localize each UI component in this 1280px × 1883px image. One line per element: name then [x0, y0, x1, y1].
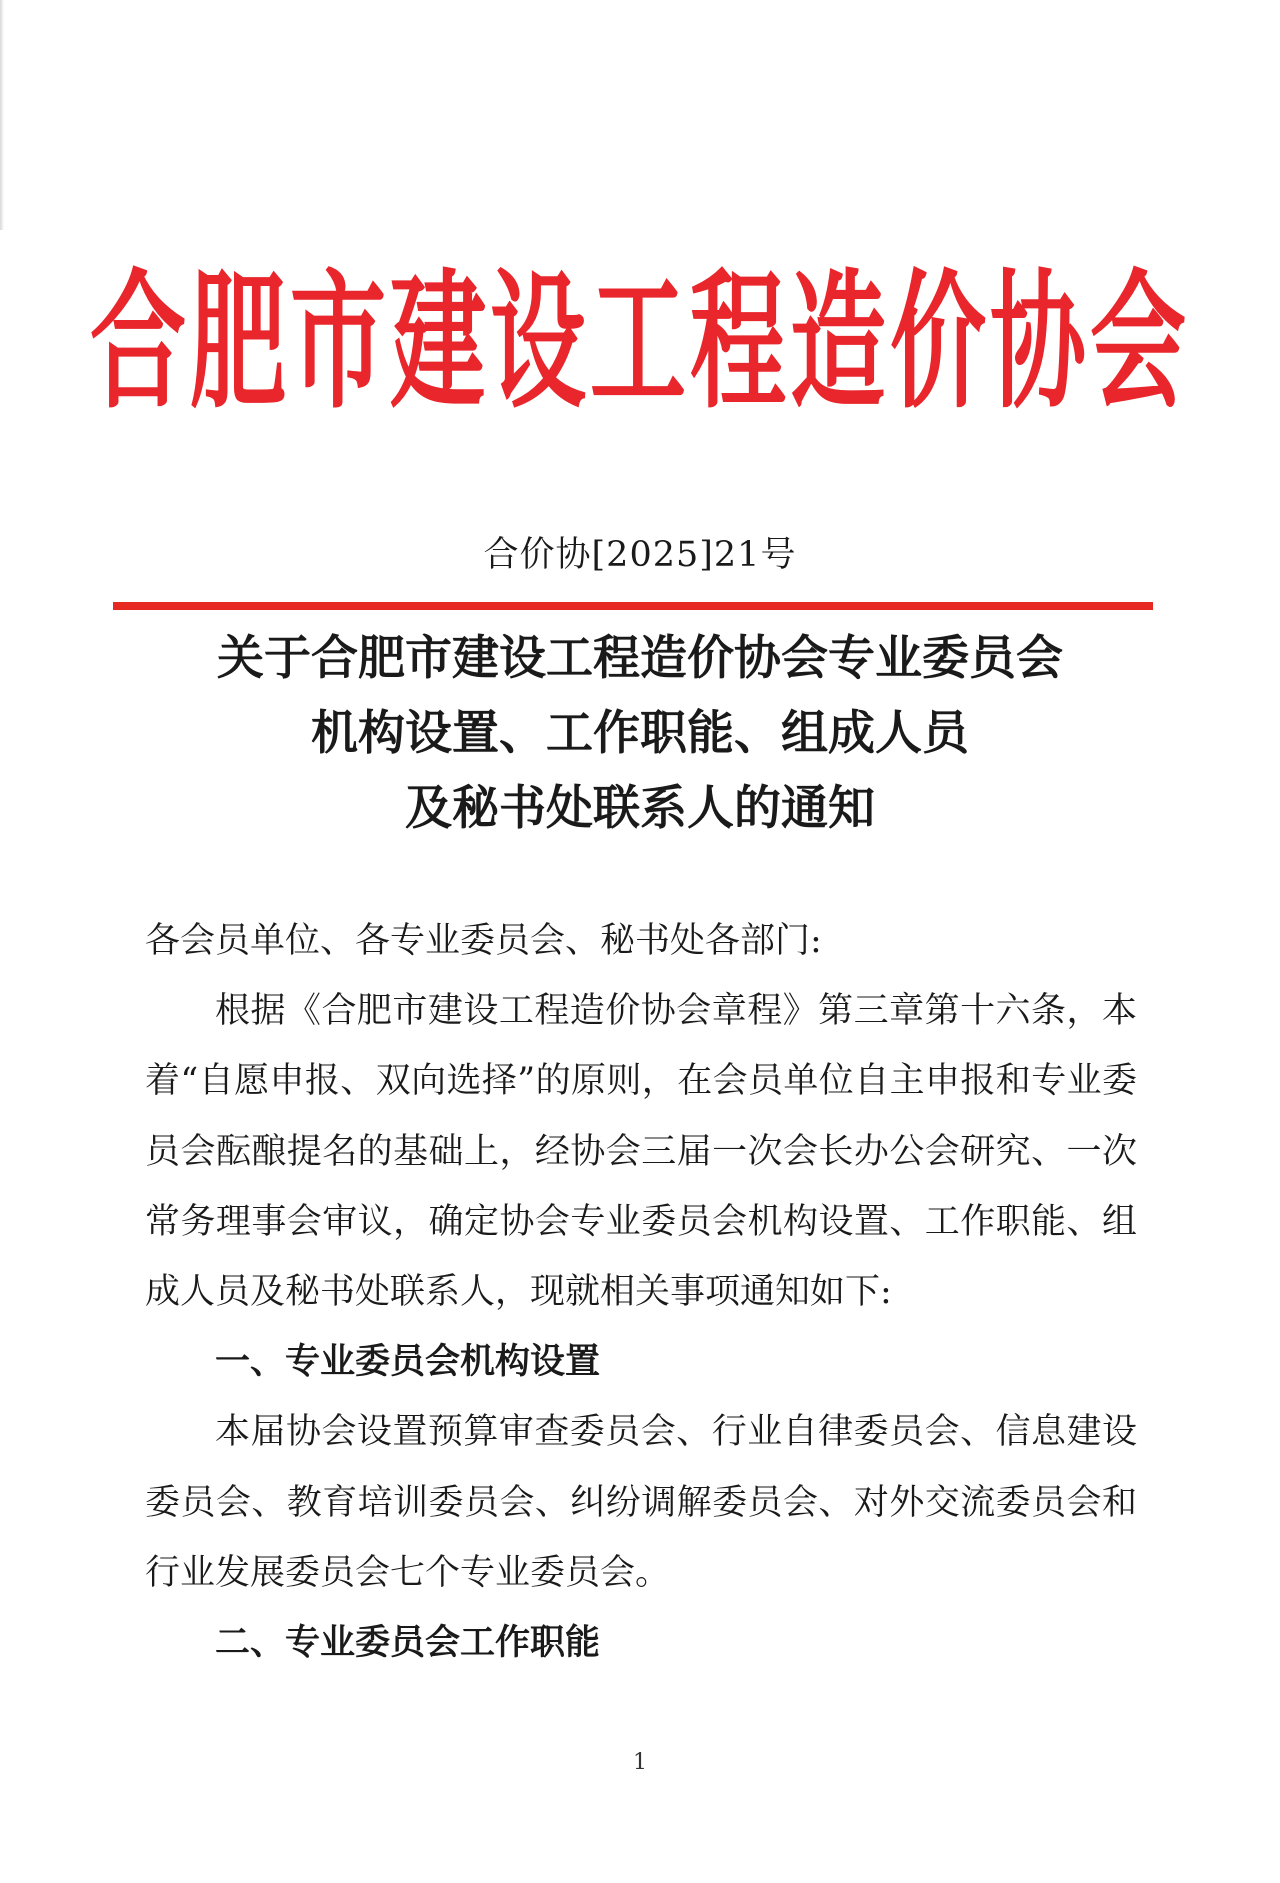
scan-edge-shadow	[0, 0, 4, 230]
document-number: 合价协[2025]21号	[483, 535, 797, 575]
section-1-heading: 一、专业委员会机构设置	[215, 1342, 601, 1383]
title-line-1: 关于合肥市建设工程造价协会专业委员会	[217, 631, 1063, 686]
document-title	[0, 621, 1280, 846]
title-line-2: 机构设置、工作职能、组成人员	[311, 706, 969, 761]
intro-paragraph: 根据《合肥市建设工程造价协会章程》第三章第十六条，本着“自愿申报、双向选择”的原则，在会员单位自主申报和专业委员会酝酿提名的基础上，经协会三届一次会长办公会研究、一次常务理事会审议，确定协会专业委员会机构设置、工作职能、组成人员及秘书处联系人，现就相关事项通知如下:	[145, 991, 1137, 1313]
organization-masthead: 合肥市建设工程造价协会	[90, 255, 1190, 430]
page-number: 1	[633, 1750, 647, 1775]
red-divider-line	[113, 602, 1153, 610]
section-1-paragraph: 本届协会设置预算审查委员会、行业自律委员会、信息建设委员会、教育培训委员会、纠纷调解委员会、对外交流委员会和行业发展委员会七个专业委员会。	[145, 1412, 1137, 1593]
document-body	[145, 906, 1137, 1678]
section-2-heading: 二、专业委员会工作职能	[215, 1623, 601, 1664]
salutation: 各会员单位、各专业委员会、秘书处各部门:	[145, 921, 822, 961]
title-line-3: 及秘书处联系人的通知	[405, 781, 875, 836]
